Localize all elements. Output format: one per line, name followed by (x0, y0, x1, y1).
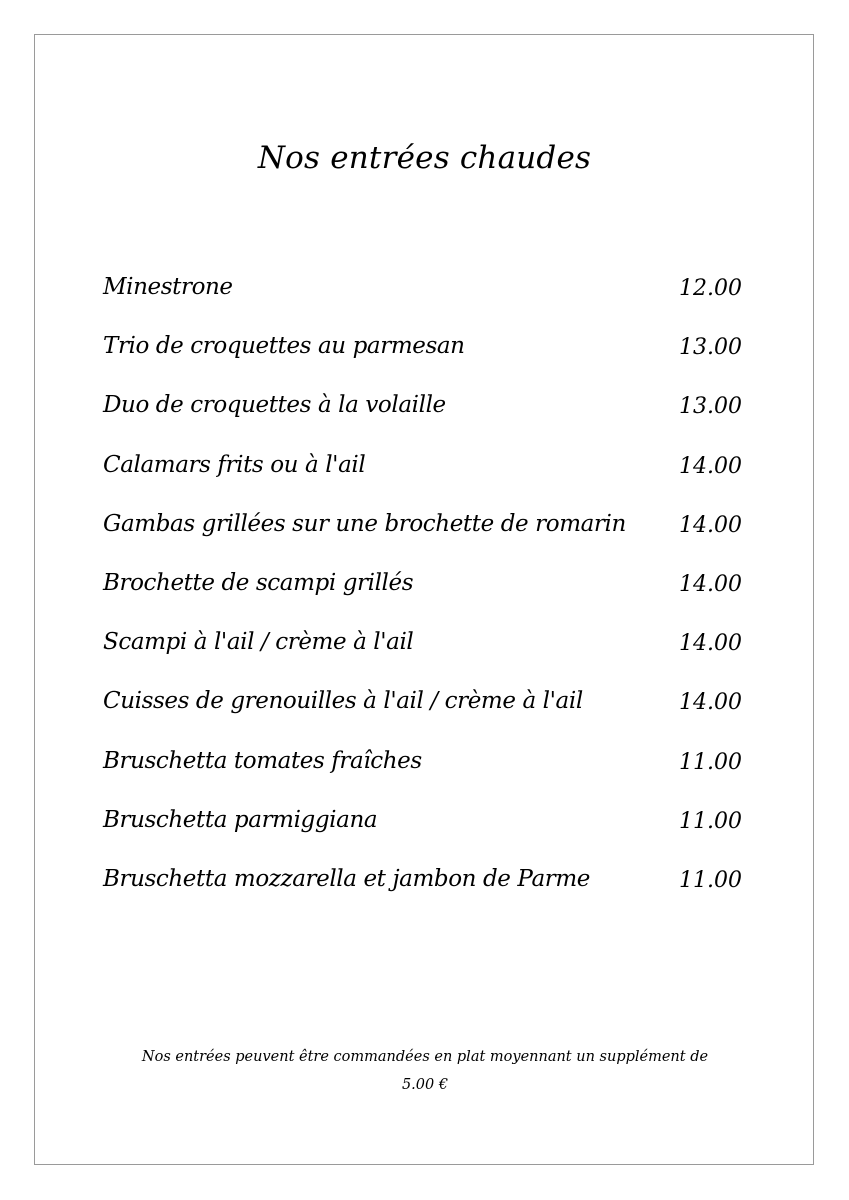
item-name: Bruschetta mozzarella et jambon de Parme (103, 865, 591, 892)
item-price: 14.00 (679, 631, 742, 657)
item-price: 14.00 (679, 571, 742, 597)
item-name: Bruschetta tomates fraîches (103, 747, 422, 774)
menu-item (103, 511, 763, 570)
item-price: 12.00 (679, 276, 742, 301)
menu-item (103, 274, 763, 333)
item-name: Trio de croquettes au parmesan (103, 333, 465, 360)
menu-item (103, 748, 763, 807)
item-price: 14.00 (679, 690, 742, 716)
item-name: Gambas grillées sur une brochette de romarin (103, 510, 626, 537)
menu-item (103, 333, 763, 392)
menu-list (103, 274, 763, 925)
item-price: 13.00 (679, 394, 742, 420)
item-name: Bruschetta parmiggiana (103, 806, 378, 833)
menu-item (103, 688, 763, 747)
item-name: Scampi à l'ail / crème à l'ail (103, 629, 414, 656)
item-price: 11.00 (679, 808, 742, 834)
item-name: Cuisses de grenouilles à l'ail / crème à l'ail (103, 688, 583, 715)
page-title: Nos entrées chaudes (257, 140, 592, 176)
item-price: 13.00 (679, 335, 742, 361)
footnote-supplement-price: 5.00 € (401, 1077, 449, 1093)
menu-item (103, 807, 763, 866)
item-name: Minestrone (103, 274, 233, 300)
item-name: Duo de croquettes à la volaille (103, 392, 446, 419)
item-name: Calamars frits ou à l'ail (103, 451, 366, 478)
item-price: 14.00 (679, 512, 742, 538)
menu-item (103, 629, 763, 688)
menu-item (103, 866, 763, 925)
footnote-text: Nos entrées peuvent être commandées en plat moyennant un supplément de (141, 1049, 709, 1065)
menu-item (103, 392, 763, 451)
menu-item (103, 570, 763, 629)
item-price: 14.00 (679, 453, 742, 479)
item-price: 11.00 (679, 749, 742, 775)
item-price: 11.00 (679, 867, 742, 893)
footnote (100, 1043, 750, 1099)
item-name: Brochette de scampi grillés (103, 569, 414, 596)
menu-item (103, 452, 763, 511)
